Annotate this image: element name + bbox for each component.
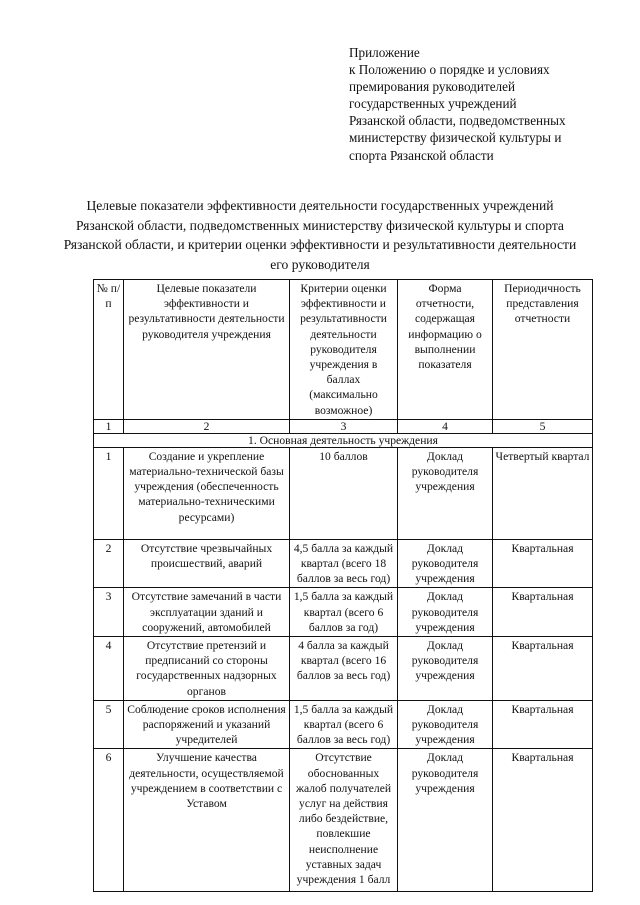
report-form-cell: Доклад руководителя учреждения xyxy=(398,539,493,588)
period-cell: Квартальная xyxy=(493,749,593,892)
report-form-cell: Доклад руководителя учреждения xyxy=(398,700,493,749)
period-cell: Четвертый квартал xyxy=(493,447,593,539)
criteria-cell: Отсутствие обоснованных жалоб получателей услуг на действия либо бездействие, повлекшие неисполнение уставных задач учреждения 1 балл xyxy=(290,749,398,892)
section-title: 1. Основная деятельность учреждения xyxy=(94,433,593,447)
indicator-cell: Отсутствие замечаний в части эксплуатации зданий и сооружений, автомобилей xyxy=(124,588,290,637)
indicators-table xyxy=(93,279,593,892)
report-form-cell: Доклад руководителя учреждения xyxy=(398,749,493,892)
table-row xyxy=(94,749,593,892)
period-cell: Квартальная xyxy=(493,539,593,588)
appendix-line: премирования руководителей xyxy=(349,79,516,95)
column-number: 2 xyxy=(124,419,290,433)
report-form-cell: Доклад руководителя учреждения xyxy=(398,637,493,701)
table-row xyxy=(94,588,593,637)
row-number: 5 xyxy=(94,700,124,749)
criteria-cell: 4 балла за каждый квартал (всего 16 баллов за весь год) xyxy=(290,637,398,701)
column-number: 3 xyxy=(290,419,398,433)
column-number-row xyxy=(94,419,593,433)
criteria-cell: 4,5 балла за каждый квартал (всего 18 баллов за весь год) xyxy=(290,539,398,588)
column-number: 4 xyxy=(398,419,493,433)
row-number: 6 xyxy=(94,749,124,892)
indicator-cell: Создание и укрепление материально-технической базы учреждения (обеспеченность материально-техническими ресурсами) xyxy=(124,447,290,539)
period-cell: Квартальная xyxy=(493,588,593,637)
header-cell: Целевые показатели эффективности и результативности деятельности руководителя учреждения xyxy=(124,280,290,420)
row-number: 1 xyxy=(94,447,124,539)
indicator-cell: Отсутствие претензий и предписаний со стороны государственных надзорных органов xyxy=(124,637,290,701)
appendix-note xyxy=(349,44,629,164)
report-form-cell: Доклад руководителя учреждения xyxy=(398,588,493,637)
criteria-cell: 1,5 балла за каждый квартал (всего 6 баллов за весь год) xyxy=(290,700,398,749)
appendix-line: Приложение xyxy=(349,45,420,60)
table-row xyxy=(94,539,593,588)
table-row xyxy=(94,447,593,539)
row-number: 3 xyxy=(94,588,124,637)
row-number: 2 xyxy=(94,539,124,588)
criteria-cell: 1,5 балла за каждый квартал (всего 6 баллов за год) xyxy=(290,588,398,637)
appendix-line: к Положению о порядке и условиях xyxy=(349,62,550,78)
section-row xyxy=(94,433,593,447)
header-cell: Критерии оценки эффективности и результативности деятельности руководителя учреждения в баллах (максимально возможное) xyxy=(290,280,398,420)
header-cell: Периодичность представления отчетности xyxy=(493,280,593,420)
row-number: 4 xyxy=(94,637,124,701)
indicator-cell: Отсутствие чрезвычайных происшествий, аварий xyxy=(124,539,290,588)
table-row xyxy=(94,637,593,701)
period-cell: Квартальная xyxy=(493,700,593,749)
appendix-line: спорта Рязанской области xyxy=(349,147,494,163)
table-header-row xyxy=(94,280,593,420)
period-cell: Квартальная xyxy=(493,637,593,701)
appendix-line: Рязанской области, подведомственных xyxy=(349,113,566,129)
document-title: Целевые показатели эффективности деятельности государственных учреждений Рязанской области, подведомственных министерству физической культуры и спорта Рязанской области, и критерии оценки эффективности и результативности деятельности его руководителя xyxy=(63,198,577,272)
appendix-line: министерству физической культуры и xyxy=(349,130,562,146)
header-cell: № п/п xyxy=(94,280,124,420)
indicator-cell: Соблюдение сроков исполнения распоряжений и указаний учредителей xyxy=(124,700,290,749)
criteria-cell: 10 баллов xyxy=(290,447,398,539)
table-row xyxy=(94,700,593,749)
report-form-cell: Доклад руководителя учреждения xyxy=(398,447,493,539)
appendix-line: государственных учреждений xyxy=(349,96,517,112)
header-cell: Форма отчетности, содержащая информацию о выполнении показателя xyxy=(398,280,493,420)
column-number: 1 xyxy=(94,419,124,433)
column-number: 5 xyxy=(493,419,593,433)
indicator-cell: Улучшение качества деятельности, осуществляемой учреждением в соответствии с Уставом xyxy=(124,749,290,892)
